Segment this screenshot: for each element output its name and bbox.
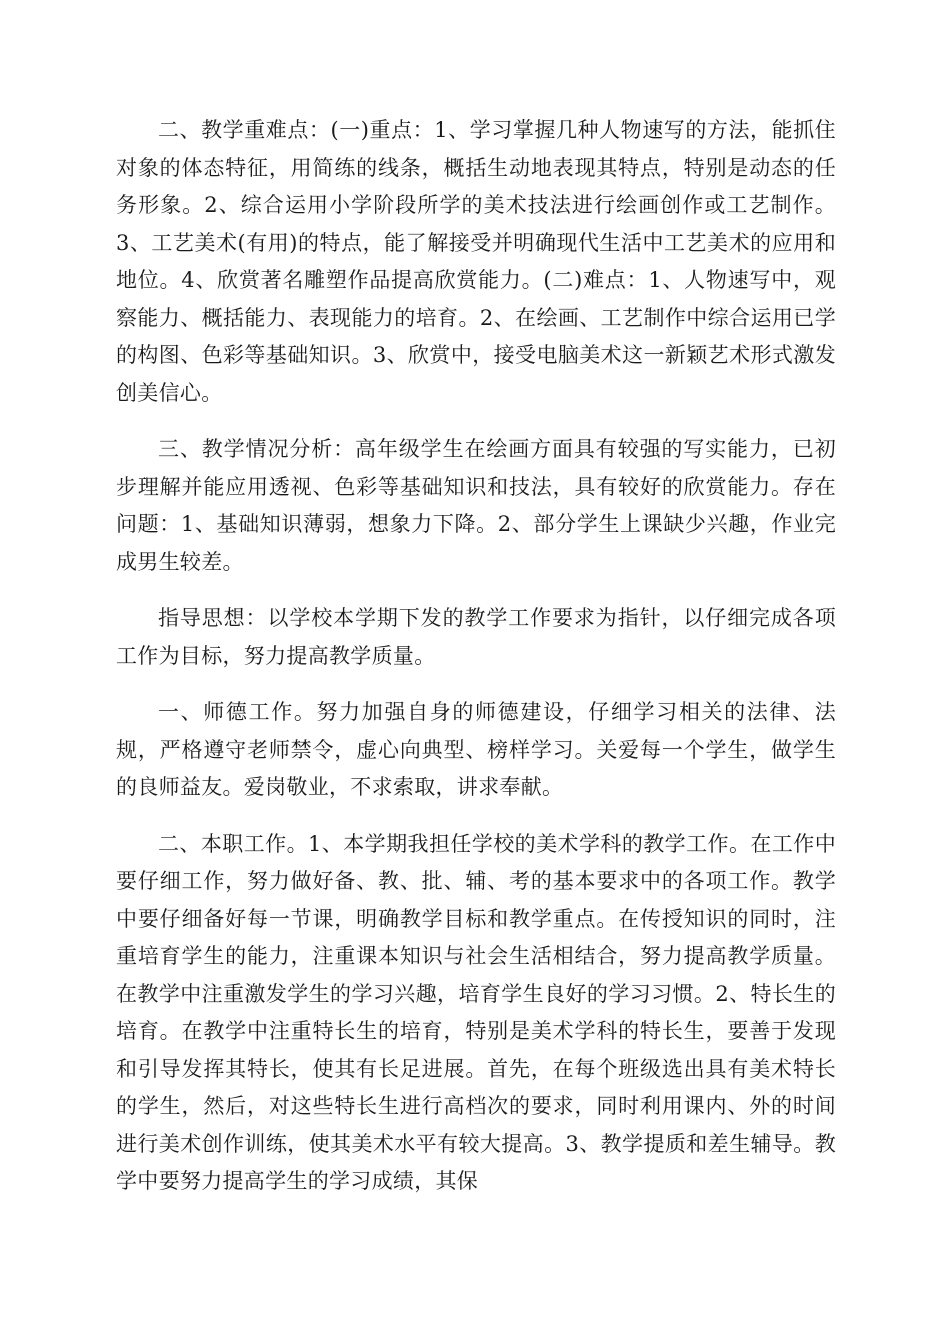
paragraph-teaching-analysis: 三、教学情况分析：高年级学生在绘画方面具有较强的写实能力，已初步理解并能应用透视、色彩等基础知识和技法，具有较好的欣赏能力。存在问题：1、基础知识薄弱，想象力下降。2、部分学生上课缺少兴趣，作业完成男生较差。 [116,437,836,574]
paragraph-teacher-ethics: 一、师德工作。努力加强自身的师德建设，仔细学习相关的法律、法规，严格遵守老师禁令，虚心向典型、榜样学习。关爱每一个学生，做学生的良师益友。爱岗敬业，不求索取，讲求奉献。 [116,700,836,799]
paragraph-main-work: 二、本职工作。1、本学期我担任学校的美术学科的教学工作。在工作中要仔细工作，努力做好备、教、批、辅、考的基本要求中的各项工作。教学中要仔细备好每一节课，明确教学目标和教学重点。在传授知识的同时，注重培育学生的能力，注重课本知识与社会生活相结合，努力提高教学质量。在教学中注重激发学生的学习兴趣，培育学生良好的学习习惯。2、特长生的培育。在教学中注重特长生的培育，特别是美术学科的特长生，要善于发现和引导发挥其特长，使其有长足进展。首先，在每个班级选出具有美术特长的学生，然后，对这些特长生进行高档次的要求，同时利用课内、外的时间进行美术创作训练，使其美术水平有较大提高。3、教学提质和差生辅导。教学中要努力提高学生的学习成绩，其保 [116,831,836,1193]
paragraph-guiding-ideology: 指导思想：以学校本学期下发的教学工作要求为指针，以仔细完成各项工作为目标，努力提高教学质量。 [116,606,836,668]
document-body [116,112,836,1201]
paragraph-key-difficult-points: 二、教学重难点：(一)重点：1、学习掌握几种人物速写的方法，能抓住对象的体态特征，用简练的线条，概括生动地表现其特点，特别是动态的任务形象。2、综合运用小学阶段所学的美术技法进行绘画创作或工艺制作。3、工艺美术(有用)的特点，能了解接受并明确现代生活中工艺美术的应用和地位。4、欣赏著名雕塑作品提高欣赏能力。(二)难点：1、人物速写中，观察能力、概括能力、表现能力的培育。2、在绘画、工艺制作中综合运用已学的构图、色彩等基础知识。3、欣赏中，接受电脑美术这一新颖艺术形式激发创美信心。 [116,118,836,405]
